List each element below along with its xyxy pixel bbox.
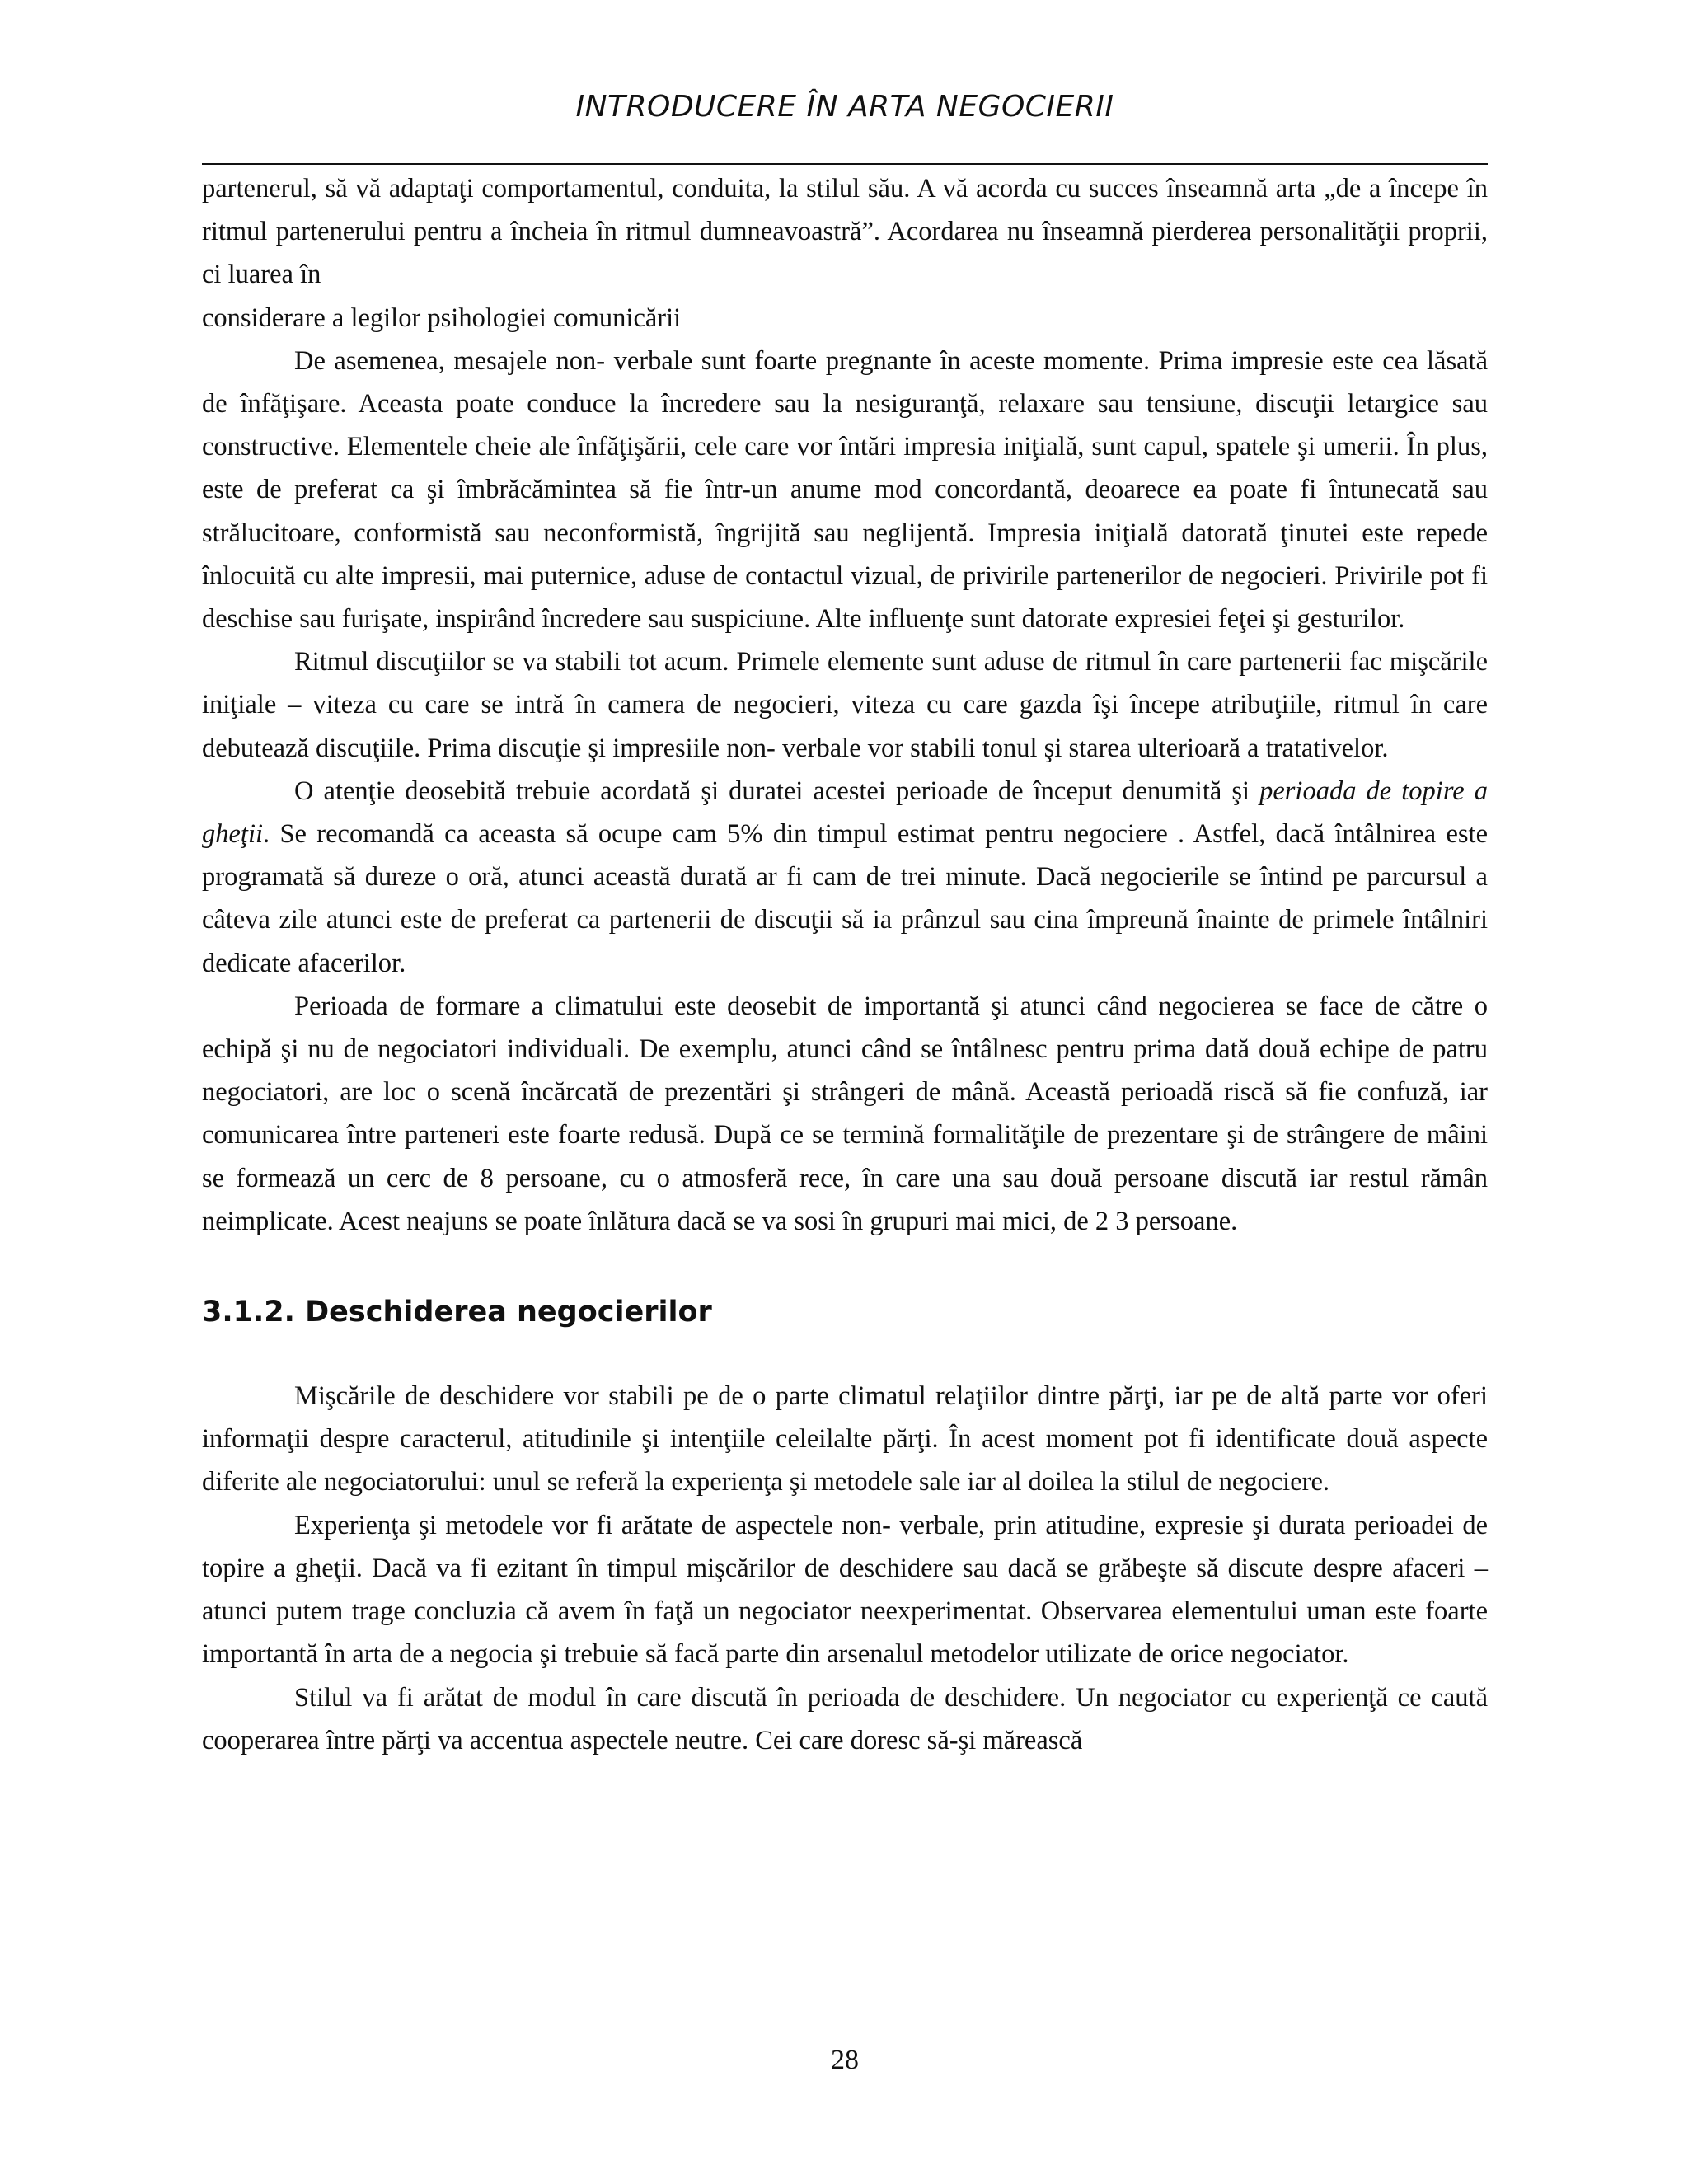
paragraph: Perioada de formare a climatului este deosebit de importantă şi atunci când negocierea se face de către o echipă şi nu de negociatori individuali. De exemplu, atunci când se întâlnesc pentru prima dată două echipe de patru negociatori, are loc o scenă încărcată de prezentări şi strângeri de mână. Această perioadă riscă să fie confuză, iar comunicarea între parteneri este foarte redusă. După ce se termină formalităţile de prezentare şi de strângere de mâini se formează un cerc de 8 persoane, cu o atmosferă rece, în care una sau două persoane discută iar restul rămân neimplicate. Acest neajuns se poate înlătura dacă se va sosi în grupuri mai mici, de 2 3 persoane.	[202, 991, 1488, 1236]
paragraph-continuation-end: considerare a legilor psihologiei comunicării	[202, 302, 682, 333]
paragraph: De asemenea, mesajele non- verbale sunt foarte pregnante în aceste momente. Prima impresie este cea lăsată de înfăţişare. Aceasta poate conduce la încredere sau la nesiguranţă, relaxare sau tensiune, discuţii letargice sau constructive. Elementele cheie ale înfăţişării, cele care vor întări impresia iniţială, sunt capul, spatele şi umerii. În plus, este de preferat ca şi îmbrăcămintea să fie într-un anume mod concordantă, deoarece ea poate fi întunecată sau strălucitoare, conformistă sau neconformistă, îngrijită sau neglijentă. Impresia iniţială datorată ţinutei este repede înlocuită cu alte impresii, mai puternice, aduse de contactul vizual, de privirile partenerilor de negocieri. Privirile pot fi deschise sau furişate, inspirând încredere sau suspiciune. Alte influenţe sunt datorate expresiei feţei şi gesturilor.	[202, 345, 1488, 635]
paragraph: Stilul va fi arătat de modul în care discută în perioada de deschidere. Un negociator cu experienţă ce caută cooperarea între părţi va accentua aspectele neutre. Cei care doresc să-şi mărească	[202, 1682, 1488, 1755]
page-number: 28	[831, 2045, 859, 2075]
paragraph-ice-breaking	[202, 770, 1488, 985]
section-heading: 3.1.2. Deschiderea negocierilor	[202, 1296, 712, 1329]
paragraph-text: O atenţie deosebită trebuie acordată şi duratei acestei perioade de început denumită şi	[294, 776, 1260, 806]
page-body	[202, 167, 1488, 1762]
paragraph: Ritmul discuţiilor se va stabili tot acum. Primele elemente sunt aduse de ritmul în care partenerii fac mişcările iniţiale – viteza cu care se intră în camera de negocieri, viteza cu care gazda îşi începe atribuţiile, ritmul în care debutează discuţiile. Prima discuţie şi impresiile non- verbale vor stabili tonul şi starea ulterioară a tratativelor.	[202, 647, 1488, 763]
italic-term: perioada de topire a gheţii	[202, 776, 1489, 850]
paragraph: Mişcările de deschidere vor stabili pe de o parte climatul relaţiilor dintre părţi, iar pe de altă parte vor oferi informaţii despre caracterul, atitudinile şi intenţiile celeilalte părţi. În acest moment pot fi identificate două aspecte diferite ale negociatorului: unul se referă la experienţa şi metodele sale iar al doilea la stilul de negociere.	[202, 1381, 1488, 1497]
header-rule	[202, 163, 1488, 165]
paragraph-continuation: partenerul, să vă adaptaţi comportamentul, conduita, la stilul său. A vă acorda cu succes înseamnă arta „de a începe în ritmul partenerului pentru a încheia în ritmul dumneavoastră”. Acordarea nu înseamnă pierderea personalităţii proprii, ci luarea în	[202, 174, 1488, 290]
paragraph: Experienţa şi metodele vor fi arătate de aspectele non- verbale, prin atitudine, expresie şi durata perioadei de topire a gheţii. Dacă va fi ezitant în timpul mişcărilor de deschidere sau dacă se grăbeşte să discute despre afaceri – atunci putem trage concluzia că avem în faţă un negociator neexperimentat. Observarea elementului uman este foarte importantă în arta de a negocia şi trebuie să facă parte din arsenalul metodelor utilizate de orice negociator.	[202, 1510, 1488, 1670]
paragraph-text: . Se recomandă ca aceasta să ocupe cam 5% din timpul estimat pentru negociere . Astfel, dacă întâlnirea este programată să dureze o oră, atunci această durată ar fi cam de trei minute. Dacă negocierile se întind pe parcursul a câteva zile atunci este de preferat ca partenerii de discuţii să ia prânzul sau cina împreună înainte de primele întâlniri dedicate afacerilor.	[202, 819, 1488, 978]
running-header: INTRODUCERE ÎN ARTA NEGOCIERII	[575, 90, 1114, 124]
